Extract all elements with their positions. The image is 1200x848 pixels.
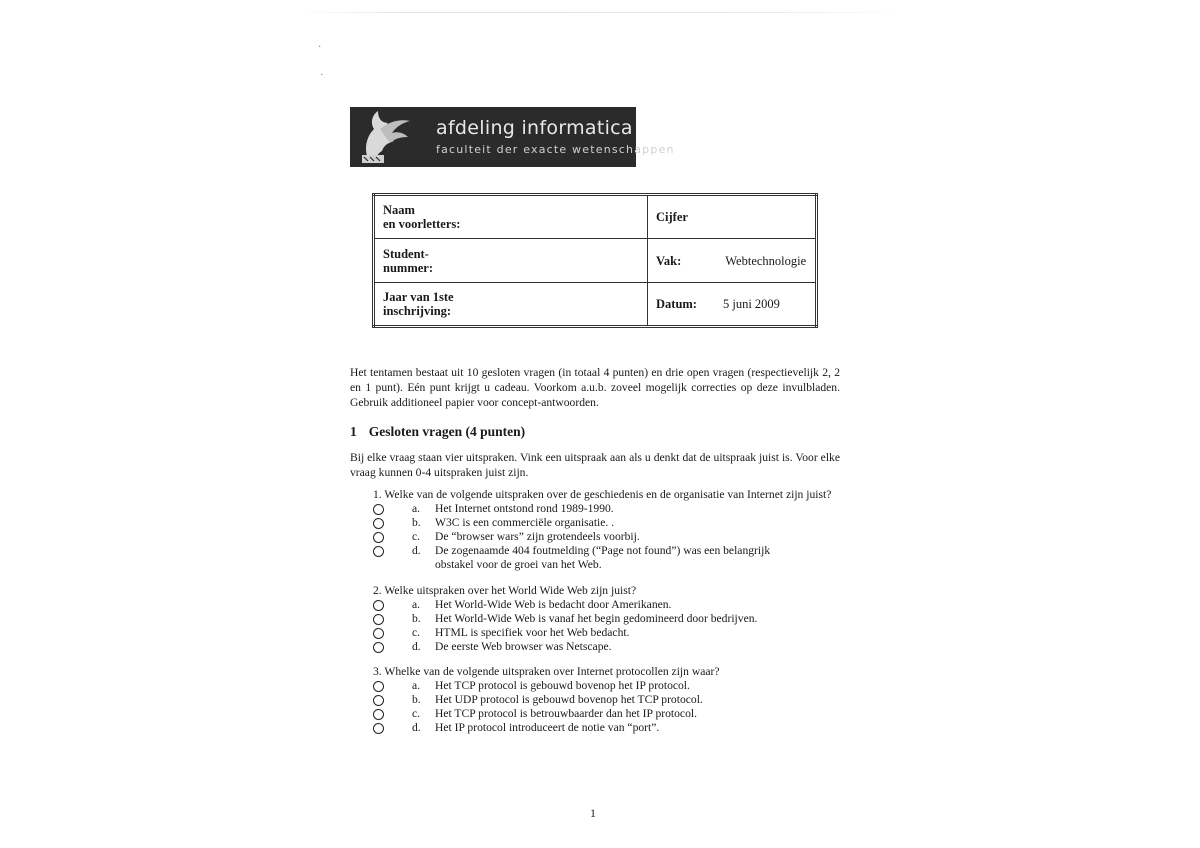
answer-radio-1a[interactable] xyxy=(373,504,384,515)
date-value: 5 juni 2009 xyxy=(722,297,780,311)
info-row-name xyxy=(374,195,817,239)
answer-radio-1b[interactable] xyxy=(373,518,384,529)
option-1b xyxy=(350,516,840,530)
option-letter: b. xyxy=(412,612,421,625)
info-row-student xyxy=(374,239,817,283)
option-2c xyxy=(350,626,840,640)
scan-speck: · xyxy=(320,70,324,81)
answer-radio-2d[interactable] xyxy=(373,642,384,653)
question-1 xyxy=(350,488,840,572)
option-3d xyxy=(350,721,840,735)
option-1c xyxy=(350,530,840,544)
option-3b xyxy=(350,693,840,707)
year-label-line2: inschrijving: xyxy=(383,304,452,318)
option-text: Het TCP protocol is gebouwd bovenop het IP protocol. xyxy=(435,679,690,692)
option-text: Het World-Wide Web is vanaf het begin gedomineerd door bedrijven. xyxy=(435,612,758,625)
option-1d xyxy=(350,544,840,572)
option-3c xyxy=(350,707,840,721)
section-intro-text: Bij elke vraag staan vier uitspraken. Vink een uitspraak aan als u denkt dat de uitspraak juist is. Voor elke vraag kunnen 0-4 uitspraken juist zijn. xyxy=(350,451,840,479)
student-number-cell[interactable] xyxy=(374,239,648,283)
exam-intro-text: Het tentamen bestaat uit 10 gesloten vragen (in totaal 4 punten) en drie open vragen (respectievelijk 2, 2 en 1 punt). Eén punt krijgt u cadeau. Voorkom a.u.b. zoveel mogelijk correcties op deze invulbladen. Gebruik additioneel papier voor concept-antwoorden. xyxy=(350,366,840,409)
option-2a xyxy=(350,598,840,612)
question-title: 1. Welke van de volgende uitspraken over de geschiedenis en de organisatie van Internet zijn juist? xyxy=(373,488,832,501)
question-3 xyxy=(350,665,840,735)
date-label: Datum: xyxy=(656,297,697,311)
option-3a xyxy=(350,679,840,693)
option-letter: b. xyxy=(412,516,421,529)
section-title: Gesloten vragen (4 punten) xyxy=(368,424,526,439)
option-letter: a. xyxy=(412,679,421,692)
department-banner xyxy=(350,107,675,167)
enrollment-year-cell[interactable] xyxy=(374,283,648,327)
option-text: Het World-Wide Web is bedacht door Amerikanen. xyxy=(435,598,672,611)
option-text: De zogenaamde 404 foutmelding (“Page not found”) was een belangrijk xyxy=(435,544,771,557)
option-letter: d. xyxy=(412,640,421,653)
answer-radio-1d[interactable] xyxy=(373,546,384,557)
question-title: 2. Welke uitspraken over het World Wide Web zijn juist? xyxy=(373,584,637,597)
option-text-continued: obstakel voor de groei van het Web. xyxy=(435,558,602,571)
student-info-table xyxy=(372,193,818,328)
option-letter: a. xyxy=(412,502,421,515)
banner-title: afdeling informatica xyxy=(436,117,633,139)
option-letter: c. xyxy=(412,626,421,639)
question-2 xyxy=(350,584,840,654)
answer-radio-3c[interactable] xyxy=(373,709,384,720)
answer-radio-1c[interactable] xyxy=(373,532,384,543)
option-letter: c. xyxy=(412,530,421,543)
page-number: 1 xyxy=(590,806,596,820)
university-griffin-logo-icon xyxy=(354,109,412,165)
option-letter: d. xyxy=(412,544,421,557)
option-text: Het UDP protocol is gebouwd bovenop het TCP protocol. xyxy=(435,693,703,706)
option-2b xyxy=(350,612,840,626)
option-2d xyxy=(350,640,840,654)
grade-label: Cijfer xyxy=(656,210,688,224)
grade-cell[interactable] xyxy=(648,195,817,239)
section-heading xyxy=(350,424,525,440)
banner-subtitle: faculteit der exacte wetenschappen xyxy=(436,143,675,156)
scan-edge-line xyxy=(300,12,900,13)
answer-radio-3d[interactable] xyxy=(373,723,384,734)
name-label-line2: en voorletters: xyxy=(383,217,461,231)
student-label-line1: Student- xyxy=(383,246,429,261)
course-value: Webtechnologie xyxy=(725,253,807,268)
name-label-line1: Naam xyxy=(383,203,415,217)
course-label: Vak: xyxy=(656,253,682,268)
option-text: W3C is een commerciële organisatie. . xyxy=(435,516,615,529)
info-row-year xyxy=(374,283,817,327)
scan-speck: · xyxy=(318,42,322,53)
answer-radio-2a[interactable] xyxy=(373,600,384,611)
answer-radio-2b[interactable] xyxy=(373,614,384,625)
option-text: HTML is specifiek voor het Web bedacht. xyxy=(435,626,630,639)
option-text: Het TCP protocol is betrouwbaarder dan het IP protocol. xyxy=(435,707,697,720)
option-text: Het IP protocol introduceert de notie van “port”. xyxy=(435,721,660,734)
option-letter: c. xyxy=(412,707,421,720)
name-cell[interactable] xyxy=(374,195,648,239)
option-text: Het Internet ontstond rond 1989-1990. xyxy=(435,502,614,515)
student-label-line2: nummer: xyxy=(383,260,433,275)
option-letter: d. xyxy=(412,721,421,734)
answer-radio-3a[interactable] xyxy=(373,681,384,692)
option-letter: a. xyxy=(412,598,421,611)
answer-radio-2c[interactable] xyxy=(373,628,384,639)
question-title: 3. Whelke van de volgende uitspraken over Internet protocollen zijn waar? xyxy=(373,665,720,678)
date-cell xyxy=(648,283,817,327)
option-text: De “browser wars” zijn grotendeels voorbij. xyxy=(435,530,640,543)
course-cell xyxy=(648,239,817,283)
option-1a xyxy=(350,502,840,516)
option-letter: b. xyxy=(412,693,421,706)
section-number: 1 xyxy=(350,424,357,439)
option-text: De eerste Web browser was Netscape. xyxy=(435,640,612,653)
answer-radio-3b[interactable] xyxy=(373,695,384,706)
year-label-line1: Jaar van 1ste xyxy=(383,290,454,304)
